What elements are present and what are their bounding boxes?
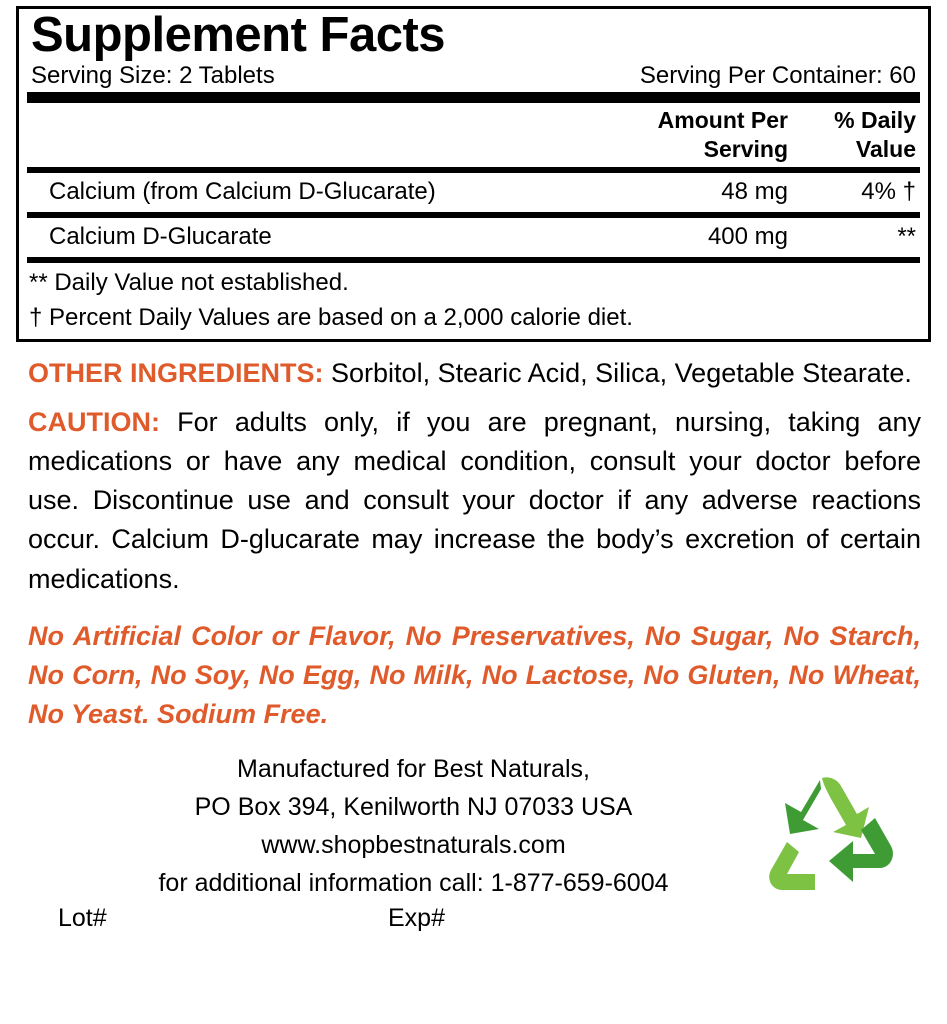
servings-per-container-label: Serving Per Container: 60 [639,62,916,89]
table-column-headers [27,103,920,167]
label-body-text [14,354,933,734]
nutrient-daily-value: ** [897,222,916,250]
dv-header-line1: % Daily [834,107,916,133]
serving-info-row [31,62,916,90]
amount-header-line1: Amount Per [657,107,788,133]
daily-value-header [794,106,920,164]
footer-block [14,750,933,933]
dv-header-line2: Value [855,135,916,162]
supplement-facts-panel [16,6,931,342]
lot-exp-row [14,902,933,933]
lot-label: Lot# [58,904,107,933]
footnote-daily-value-not-established: ** Daily Value not established. [29,268,349,296]
other-ingredients-heading: OTHER INGREDIENTS: [28,357,324,388]
exp-label: Exp# [388,904,445,933]
nutrient-name: Calcium D-Glucarate [49,222,272,250]
other-ingredients-paragraph [28,354,921,393]
nutrient-amount: 48 mg [721,177,788,205]
amount-per-serving-header [573,106,794,164]
free-from-claims: No Artificial Color or Flavor, No Preservatives, No Sugar, No Starch, No Corn, No Soy, No Egg, No Milk, No Lactose, No Gluten, No Wheat, No Yeast. Sodium Free. [28,620,921,729]
nutrient-name: Calcium (from Calcium D-Glucarate) [49,177,436,205]
manufacturer-line: Manufactured for Best Naturals, [237,755,590,784]
caution-heading: CAUTION: [28,407,160,438]
table-row [27,173,920,212]
table-row [27,218,920,257]
serving-size-label: Serving Size: 2 Tablets [31,62,275,89]
footnote-percent-daily-values: † Percent Daily Values are based on a 2,000 calorie diet. [29,303,633,331]
supplement-facts-title: Supplement Facts [31,8,446,62]
recycle-icon [757,772,897,902]
nutrient-daily-value: 4% † [861,177,916,205]
phone-line: for additional information call: 1-877-659-6004 [158,869,669,898]
website-line: www.shopbestnaturals.com [261,831,566,860]
amount-header-line2: Serving [703,135,788,162]
caution-text: For adults only, if you are pregnant, nursing, taking any medications or have any medical condition, consult your doctor before use. Discontinue use and consult your doctor if any adverse reactions occur. Calcium D-glucarate may increase the body’s excretion of certain medications. [28,407,921,594]
address-line: PO Box 394, Kenilworth NJ 07033 USA [194,793,633,822]
caution-paragraph [28,403,921,599]
nutrient-amount: 400 mg [707,222,788,250]
other-ingredients-text: Sorbitol, Stearic Acid, Silica, Vegetable Stearate. [323,357,912,388]
divider-thick-top [27,92,920,103]
